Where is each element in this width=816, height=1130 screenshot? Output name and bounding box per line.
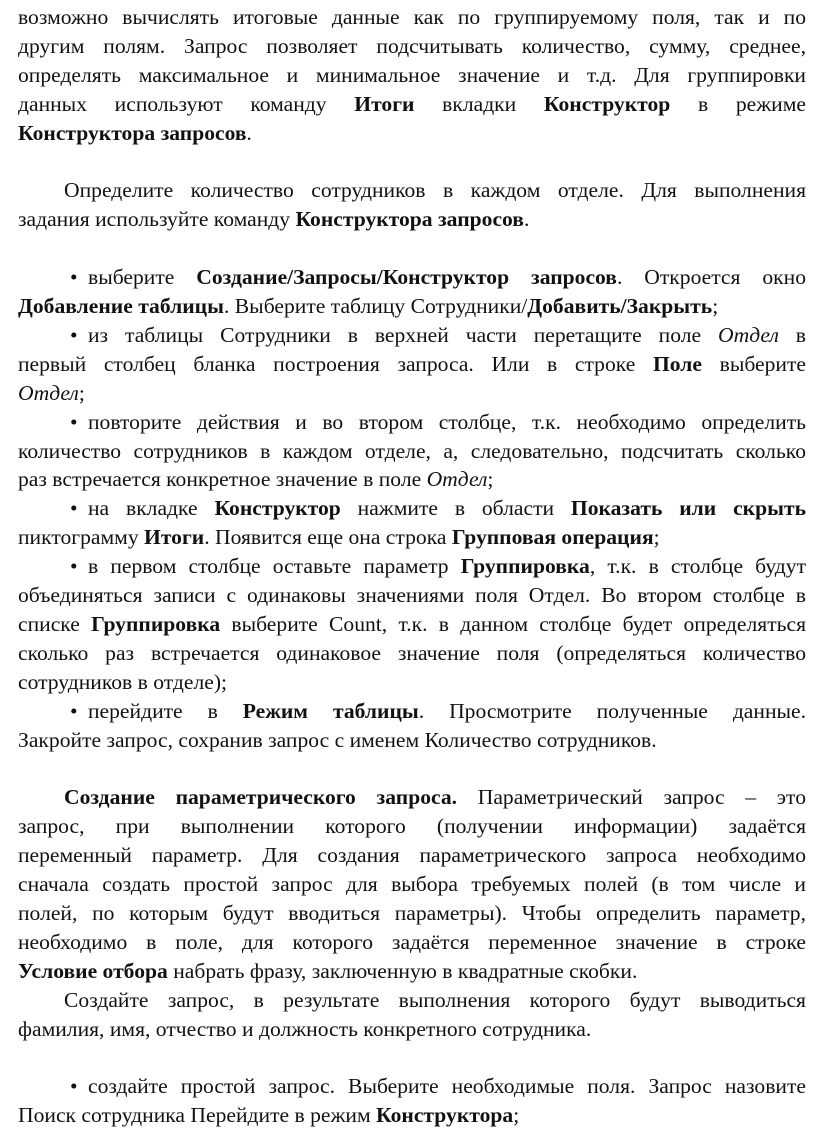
text-run: на вкладке [88,496,215,521]
text-run: полей, по которым будут вводиться параметры). Чтобы определить параметр, [18,901,806,926]
text-run: в [778,322,806,347]
text-run: . Выберите таблицу Сотрудники/ [223,294,528,319]
bullet-item [18,321,806,408]
text-run: Закройте запрос, сохранив запрос с именем Количество сотрудников. [18,727,657,752]
text-run: возможно вычислять итоговые данные как по группируемому поля, так и по [18,5,806,29]
text-run: , т.к. в столбце будут [589,554,807,579]
bold-text: Добавление таблицы [18,294,224,319]
text-run: набрать фразу, заключенную в квадратные скобки. [167,958,638,983]
bold-text: Показать или скрыть [570,496,806,521]
italic-text: Отдел [18,380,79,405]
text-run: выберите [88,265,197,290]
bullet-icon: • [70,322,78,347]
text-run: ; [78,380,85,405]
bold-text: Групповая операция [451,525,654,550]
text-run: перейдите в [88,698,243,723]
text-run: Определите количество сотрудников в каждом отделе. Для выполнения [64,178,806,203]
bullet-item [18,552,806,697]
text-run: ; [513,1103,520,1128]
text-line [18,870,806,899]
text-run: объединяться записи с одинаковы значениями поля Отдел. Во втором столбце в [18,583,806,608]
bullet-text [70,699,806,723]
text-line [18,783,806,812]
text-line [18,61,806,90]
text-line [18,639,806,668]
paragraph [18,783,806,985]
text-line [18,119,806,148]
text-run: задания используйте команду [18,207,296,232]
text-run: в первом столбце оставьте параметр [88,554,461,579]
text-line [18,523,806,552]
text-line [18,90,806,119]
text-line [18,668,806,697]
bullet-icon: • [70,554,78,579]
bullet-text [70,323,806,347]
text-run: из таблицы Сотрудники в верхней части перетащите поле [88,322,719,347]
text-line [18,552,806,581]
text-run: пиктограмму [18,525,145,550]
bullet-icon: • [70,409,78,434]
text-line [18,610,806,639]
text-run: . Просмотрите полученные данные. [418,698,806,723]
text-run: Создайте запрос, в результате выполнения которого будут выводиться [64,987,806,1012]
paragraph [18,176,806,234]
text-run: фамилия, имя, отчество и должность конкретного сотрудника. [18,1016,592,1041]
text-line [18,321,806,350]
text-run: раз встречается конкретное значение в поле [18,467,427,492]
text-run: нажмите в области [340,496,571,521]
text-run: первый столбец бланка построения запроса. Или в строке [18,351,653,376]
text-run: ; [653,525,660,550]
text-line [18,263,806,292]
document-body [18,3,806,1130]
bullet-item [18,408,806,495]
text-line [18,986,806,1015]
paragraph [18,3,806,148]
bullet-text [70,554,806,578]
text-run: создайте простой запрос. Выберите необходимые поля. Запрос назовите [88,1074,806,1099]
text-run: определять максимальное и минимальное значение и т.д. Для группировки [18,62,806,87]
text-run: количество сотрудников в каждом отделе, а, следовательно, подсчитать сколько [18,438,806,463]
bold-text: Поле [652,351,702,376]
bullet-item [18,697,806,755]
text-run: повторите действия и во втором столбце, т.к. необходимо определить [88,409,806,434]
text-run: выберите [701,351,807,376]
text-line [18,726,806,755]
bullet-icon: • [70,265,78,290]
bold-text: Группировка [91,612,221,636]
text-line [18,957,806,986]
bullet-item [18,494,806,552]
bullet-icon: • [70,698,78,723]
bold-text: Режим таблицы [242,698,419,723]
text-run: в режиме [670,91,806,116]
bullet-text [70,1074,806,1098]
italic-text: Отдел [718,322,779,347]
text-run: . [523,207,530,232]
text-line [18,1101,806,1130]
bold-text: Конструктора запросов [18,120,247,145]
text-run: другим полям. Запрос позволяет подсчитывать количество, сумму, среднее, [18,33,806,58]
text-line [18,205,806,234]
text-line [18,1072,806,1101]
text-run: сначала создать простой запрос для выбора требуемых полей (в том числе и [18,872,806,897]
bullet-text [70,265,806,289]
bullet-text [70,496,806,520]
bullet-item [18,263,806,321]
text-run: вкладки [414,91,544,116]
text-line [18,437,806,466]
text-run: Поиск сотрудника Перейдите в режим [18,1103,377,1128]
bold-text: Группировка [460,554,590,579]
text-line [18,32,806,61]
paragraph [18,986,806,1044]
text-line [18,350,806,379]
text-run: сотрудников в отделе); [18,669,228,694]
bold-text: Условие отбора [18,958,168,983]
text-line [18,408,806,437]
text-line [18,697,806,726]
text-run: ; [712,294,719,319]
text-run: данных используют команду [18,91,355,116]
text-line [18,176,806,205]
text-run: запрос, при выполнении которого (получении информации) задаётся [18,814,806,839]
bullet-icon: • [70,1074,78,1099]
text-run: . Появится еще она строка [204,525,452,550]
bold-text: Итоги [354,91,415,116]
text-line [18,3,806,32]
text-run: выберите Count, т.к. в данном столбце будет определяться [220,612,807,636]
bold-text: Итоги [144,525,205,550]
text-run: списке [18,612,92,636]
text-line [18,812,806,841]
text-run: . [246,120,252,145]
bullet-text [70,410,806,434]
text-line [18,841,806,870]
bullet-icon: • [70,496,78,521]
bold-text: Конструктора [376,1103,514,1128]
bullet-item [18,1072,806,1130]
text-line [18,1015,806,1044]
bold-text: Конструктор [543,91,671,116]
bold-text: Конструктор [214,496,341,521]
text-run: необходимо в поле, для которого задаётся переменное значение в строке [18,929,806,954]
text-line [18,494,806,523]
italic-text: Отдел [426,467,488,492]
text-run: сколько раз встречается одинаковое значение поля (определяться количество [18,640,806,665]
text-run: ; [487,467,494,492]
text-line [18,292,806,321]
text-line [18,928,806,957]
bold-text: Создание/Запросы/Конструктор запросов [196,265,617,290]
text-run: переменный параметр. Для создания параметрического запроса необходимо [18,843,806,868]
bold-text: Добавить/Закрыть [527,294,713,319]
text-run: Параметрический запрос – это [457,785,806,810]
text-run: . Откроется окно [616,265,806,290]
text-line [18,465,806,494]
text-line [18,899,806,928]
text-line [18,581,806,610]
bold-text: Конструктора запросов [295,207,524,232]
text-line [18,379,806,408]
bold-text: Создание параметрического запроса. [64,785,458,810]
